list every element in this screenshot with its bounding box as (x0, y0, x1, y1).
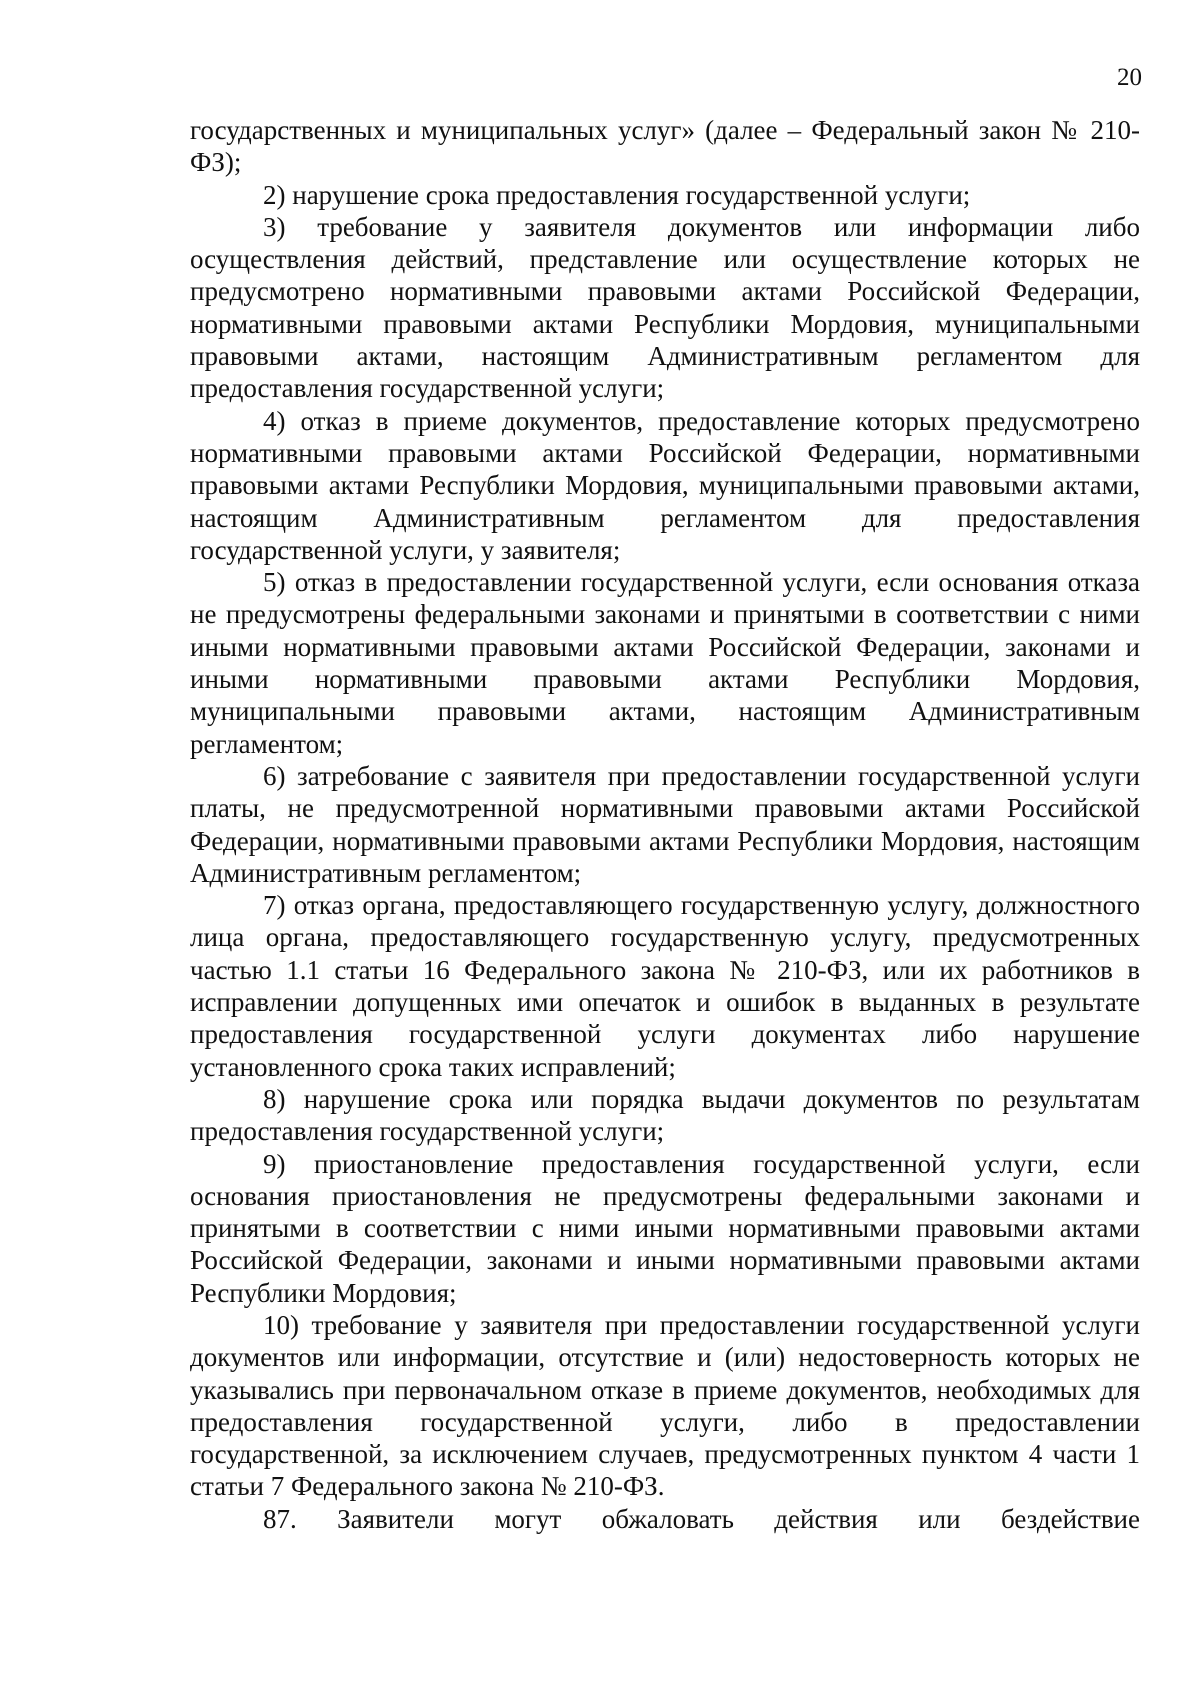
list-item-9: 9) приостановление предоставления государственной услуги, если основания приостановления не предусмотрены федеральными законами и принятыми в соответствии с ними иными нормативными правовыми актами Российской Федерации, законами и иными нормативными правовыми актами Республики Мордовия; (190, 1148, 1140, 1308)
document-body (190, 114, 1140, 1535)
list-item-2: 2) нарушение срока предоставления государственной услуги; (263, 179, 971, 210)
list-item-5: 5) отказ в предоставлении государственной услуги, если основания отказа не предусмотрены федеральными законами и принятыми в соответствии с ними иными нормативными правовыми актами Российской Федерации, законами и иными нормативными правовыми актами Республики Мордовия, муниципальными правовыми актами, настоящим Административным регламентом; (190, 567, 1140, 759)
paragraph-continuation: государственных и муниципальных услуг» (далее – Федеральный закон № 210-ФЗ); (190, 115, 1140, 178)
section-87: 87. Заявители могут обжаловать действия или бездействие (263, 1503, 1140, 1534)
list-item-4: 4) отказ в приеме документов, предоставление которых предусмотрено нормативными правовыми актами Российской Федерации, нормативными правовыми актами Республики Мордовия, муниципальными правовыми актами, настоящим Административным регламентом для предоставления государственной услуги, у заявителя; (190, 405, 1140, 565)
list-item-10: 10) требование у заявителя при предоставлении государственной услуги документов или информации, отсутствие и (или) недостоверность которых не указывались при первоначальном отказе в приеме документов, необходимых для предоставления государственной услуги, либо в предоставлении государственной, за исключением случаев, предусмотренных пунктом 4 части 1 статьи 7 Федерального закона № 210-ФЗ. (190, 1309, 1140, 1502)
list-item-6: 6) затребование с заявителя при предоставлении государственной услуги платы, не предусмотренной нормативными правовыми актами Российской Федерации, нормативными правовыми актами Республики Мордовия, настоящим Административным регламентом; (190, 760, 1140, 888)
list-item-7: 7) отказ органа, предоставляющего государственную услугу, должностного лица органа, предоставляющего государственную услугу, предусмотренных частью 1.1 статьи 16 Федерального закона № 210-ФЗ, или их работников в исправлении допущенных ими опечаток и ошибок в выданных в результате предоставления государственной услуги документах либо нарушение установленного срока таких исправлений; (190, 890, 1140, 1082)
page-number: 20 (1117, 64, 1142, 91)
list-item-3: 3) требование у заявителя документов или информации либо осуществления действий, представление или осуществление которых не предусмотрено нормативными правовыми актами Российской Федерации, нормативными правовыми актами Республики Мордовия, муниципальными правовыми актами, настоящим Административным регламентом для предоставления государственной услуги; (190, 211, 1140, 404)
list-item-8: 8) нарушение срока или порядка выдачи документов по результатам предоставления государственной услуги; (190, 1083, 1140, 1147)
